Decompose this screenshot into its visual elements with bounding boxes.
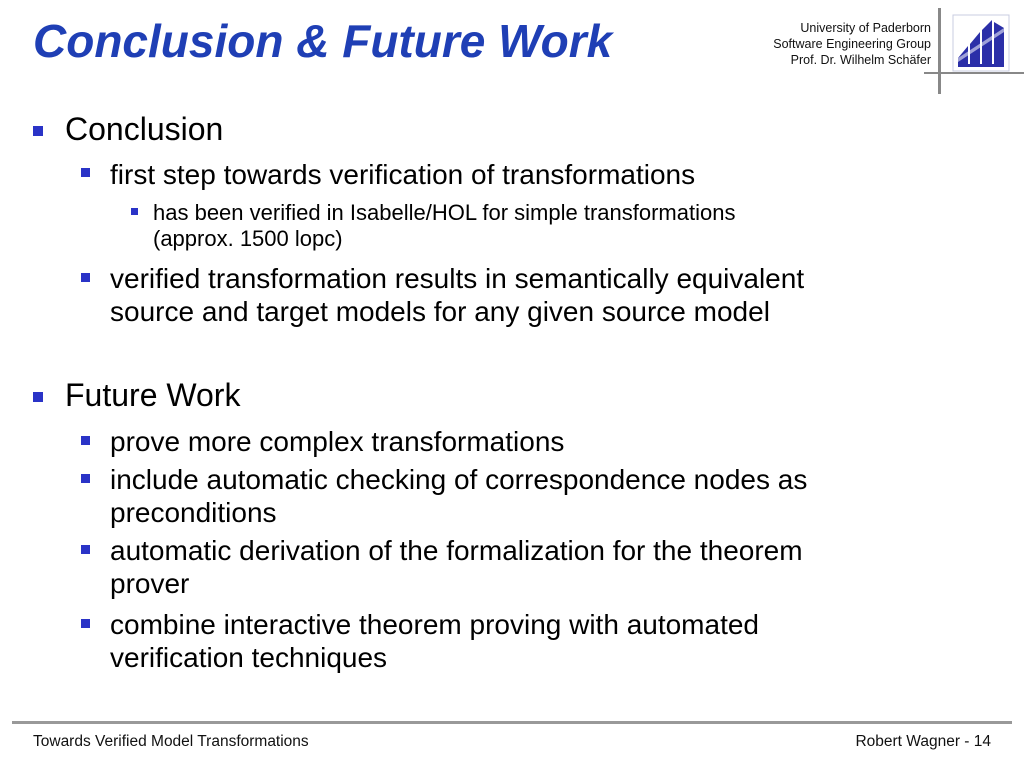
bullet-square — [33, 126, 43, 136]
sub-bullet-line: (approx. 1500 lopc) — [153, 226, 343, 251]
bullet-square — [81, 273, 90, 282]
bullet-square — [81, 168, 90, 177]
bullet-item-line: prover — [110, 568, 190, 599]
heading-conclusion: Conclusion — [65, 111, 224, 147]
institution-line: University of Paderborn — [800, 21, 931, 35]
bullet-square — [81, 619, 90, 628]
bullet-item-line: verification techniques — [110, 642, 388, 673]
sub-bullet-line: has been verified in Isabelle/HOL for simple transformations — [153, 200, 736, 225]
bullet-item: prove more complex transformations — [110, 426, 565, 457]
footer-divider — [12, 721, 1012, 724]
bullet-item: first step towards verification of transformations — [110, 159, 696, 190]
bullet-item-line: verified transformation results in semantically equivalent — [110, 263, 805, 294]
slide-title: Conclusion & Future Work — [33, 15, 613, 67]
bullet-square — [81, 545, 90, 554]
bullet-item-line: combine interactive theorem proving with automated — [110, 609, 760, 640]
header-divider-horizontal — [924, 72, 1024, 74]
bullet-square — [81, 436, 90, 445]
institution-line: Prof. Dr. Wilhelm Schäfer — [790, 53, 931, 67]
footer-title: Towards Verified Model Transformations — [33, 733, 309, 750]
university-logo-icon — [952, 14, 1010, 72]
footer-author-page: Robert Wagner - 14 — [855, 733, 991, 750]
bullet-item-line: source and target models for any given source model — [110, 296, 770, 327]
bullet-item-line: preconditions — [110, 497, 277, 528]
bullet-item-line: include automatic checking of correspondence nodes as — [110, 464, 808, 495]
header-divider-vertical — [938, 8, 941, 94]
institution-line: Software Engineering Group — [773, 37, 931, 51]
institution-info — [773, 20, 931, 68]
bullet-square — [81, 474, 90, 483]
heading-future-work: Future Work — [65, 377, 241, 413]
bullet-square — [33, 392, 43, 402]
bullet-item-line: automatic derivation of the formalization for the theorem — [110, 535, 803, 566]
bullet-square — [131, 208, 138, 215]
